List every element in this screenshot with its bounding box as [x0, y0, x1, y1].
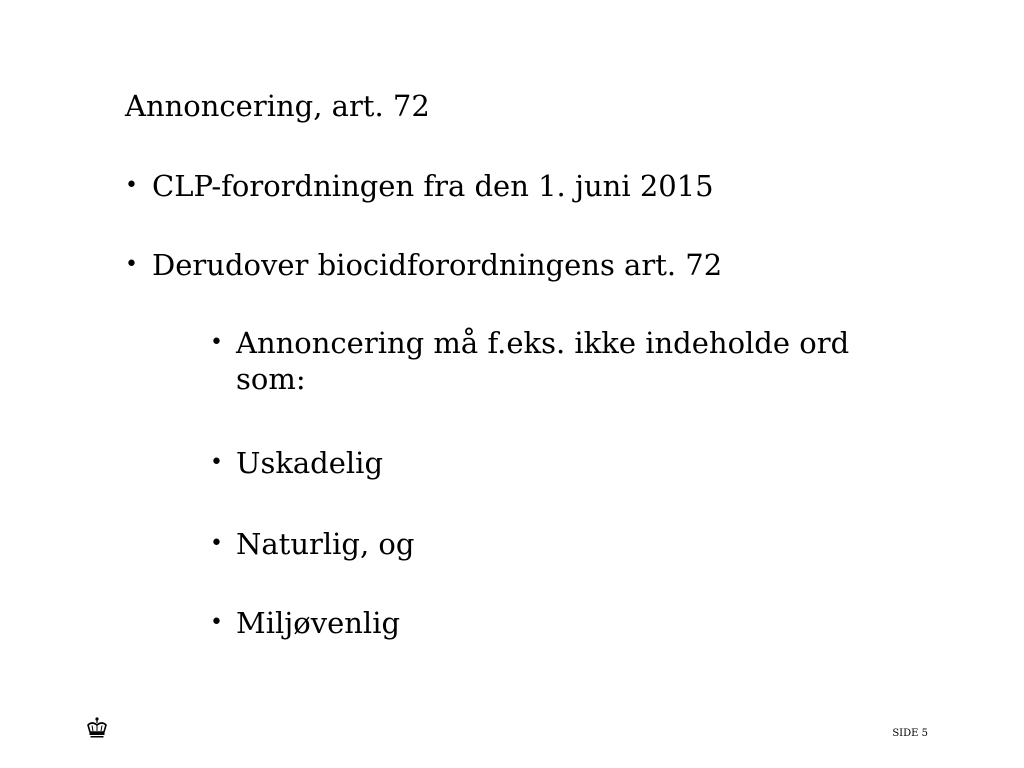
bullet-text-line-2: som: — [236, 362, 306, 396]
sub-bullet-annoncering — [210, 325, 849, 397]
bullet-text: CLP-forordningen fra den 1. juni 2015 — [152, 169, 714, 203]
bullet-dot: • — [125, 252, 138, 277]
bullet-dot: • — [210, 450, 223, 475]
crown-icon — [85, 716, 109, 740]
bullet-dot: • — [210, 531, 223, 556]
bullet-biocid — [125, 247, 722, 283]
page-number-value: 5 — [921, 728, 928, 739]
bullet-dot: • — [210, 610, 223, 635]
bullet-clp — [125, 168, 714, 204]
page-number — [892, 728, 928, 740]
bullet-text: Derudover biocidforordningens art. 72 — [152, 248, 723, 282]
bullet-text: Uskadelig — [236, 446, 384, 480]
sub-bullet-uskadelig — [210, 445, 383, 481]
slide-title: Annoncering, art. 72 — [125, 89, 430, 123]
bullet-dot: • — [210, 330, 223, 355]
bullet-text-line-1: Annoncering må f.eks. ikke indeholde ord — [236, 326, 850, 360]
sub-bullet-naturlig — [210, 526, 414, 562]
bullet-text: Miljøvenlig — [236, 606, 401, 640]
page-label: SIDE — [892, 728, 919, 739]
bullet-text: Naturlig, og — [236, 527, 415, 561]
sub-bullet-miljoevenlig — [210, 605, 400, 641]
bullet-dot: • — [125, 173, 138, 198]
